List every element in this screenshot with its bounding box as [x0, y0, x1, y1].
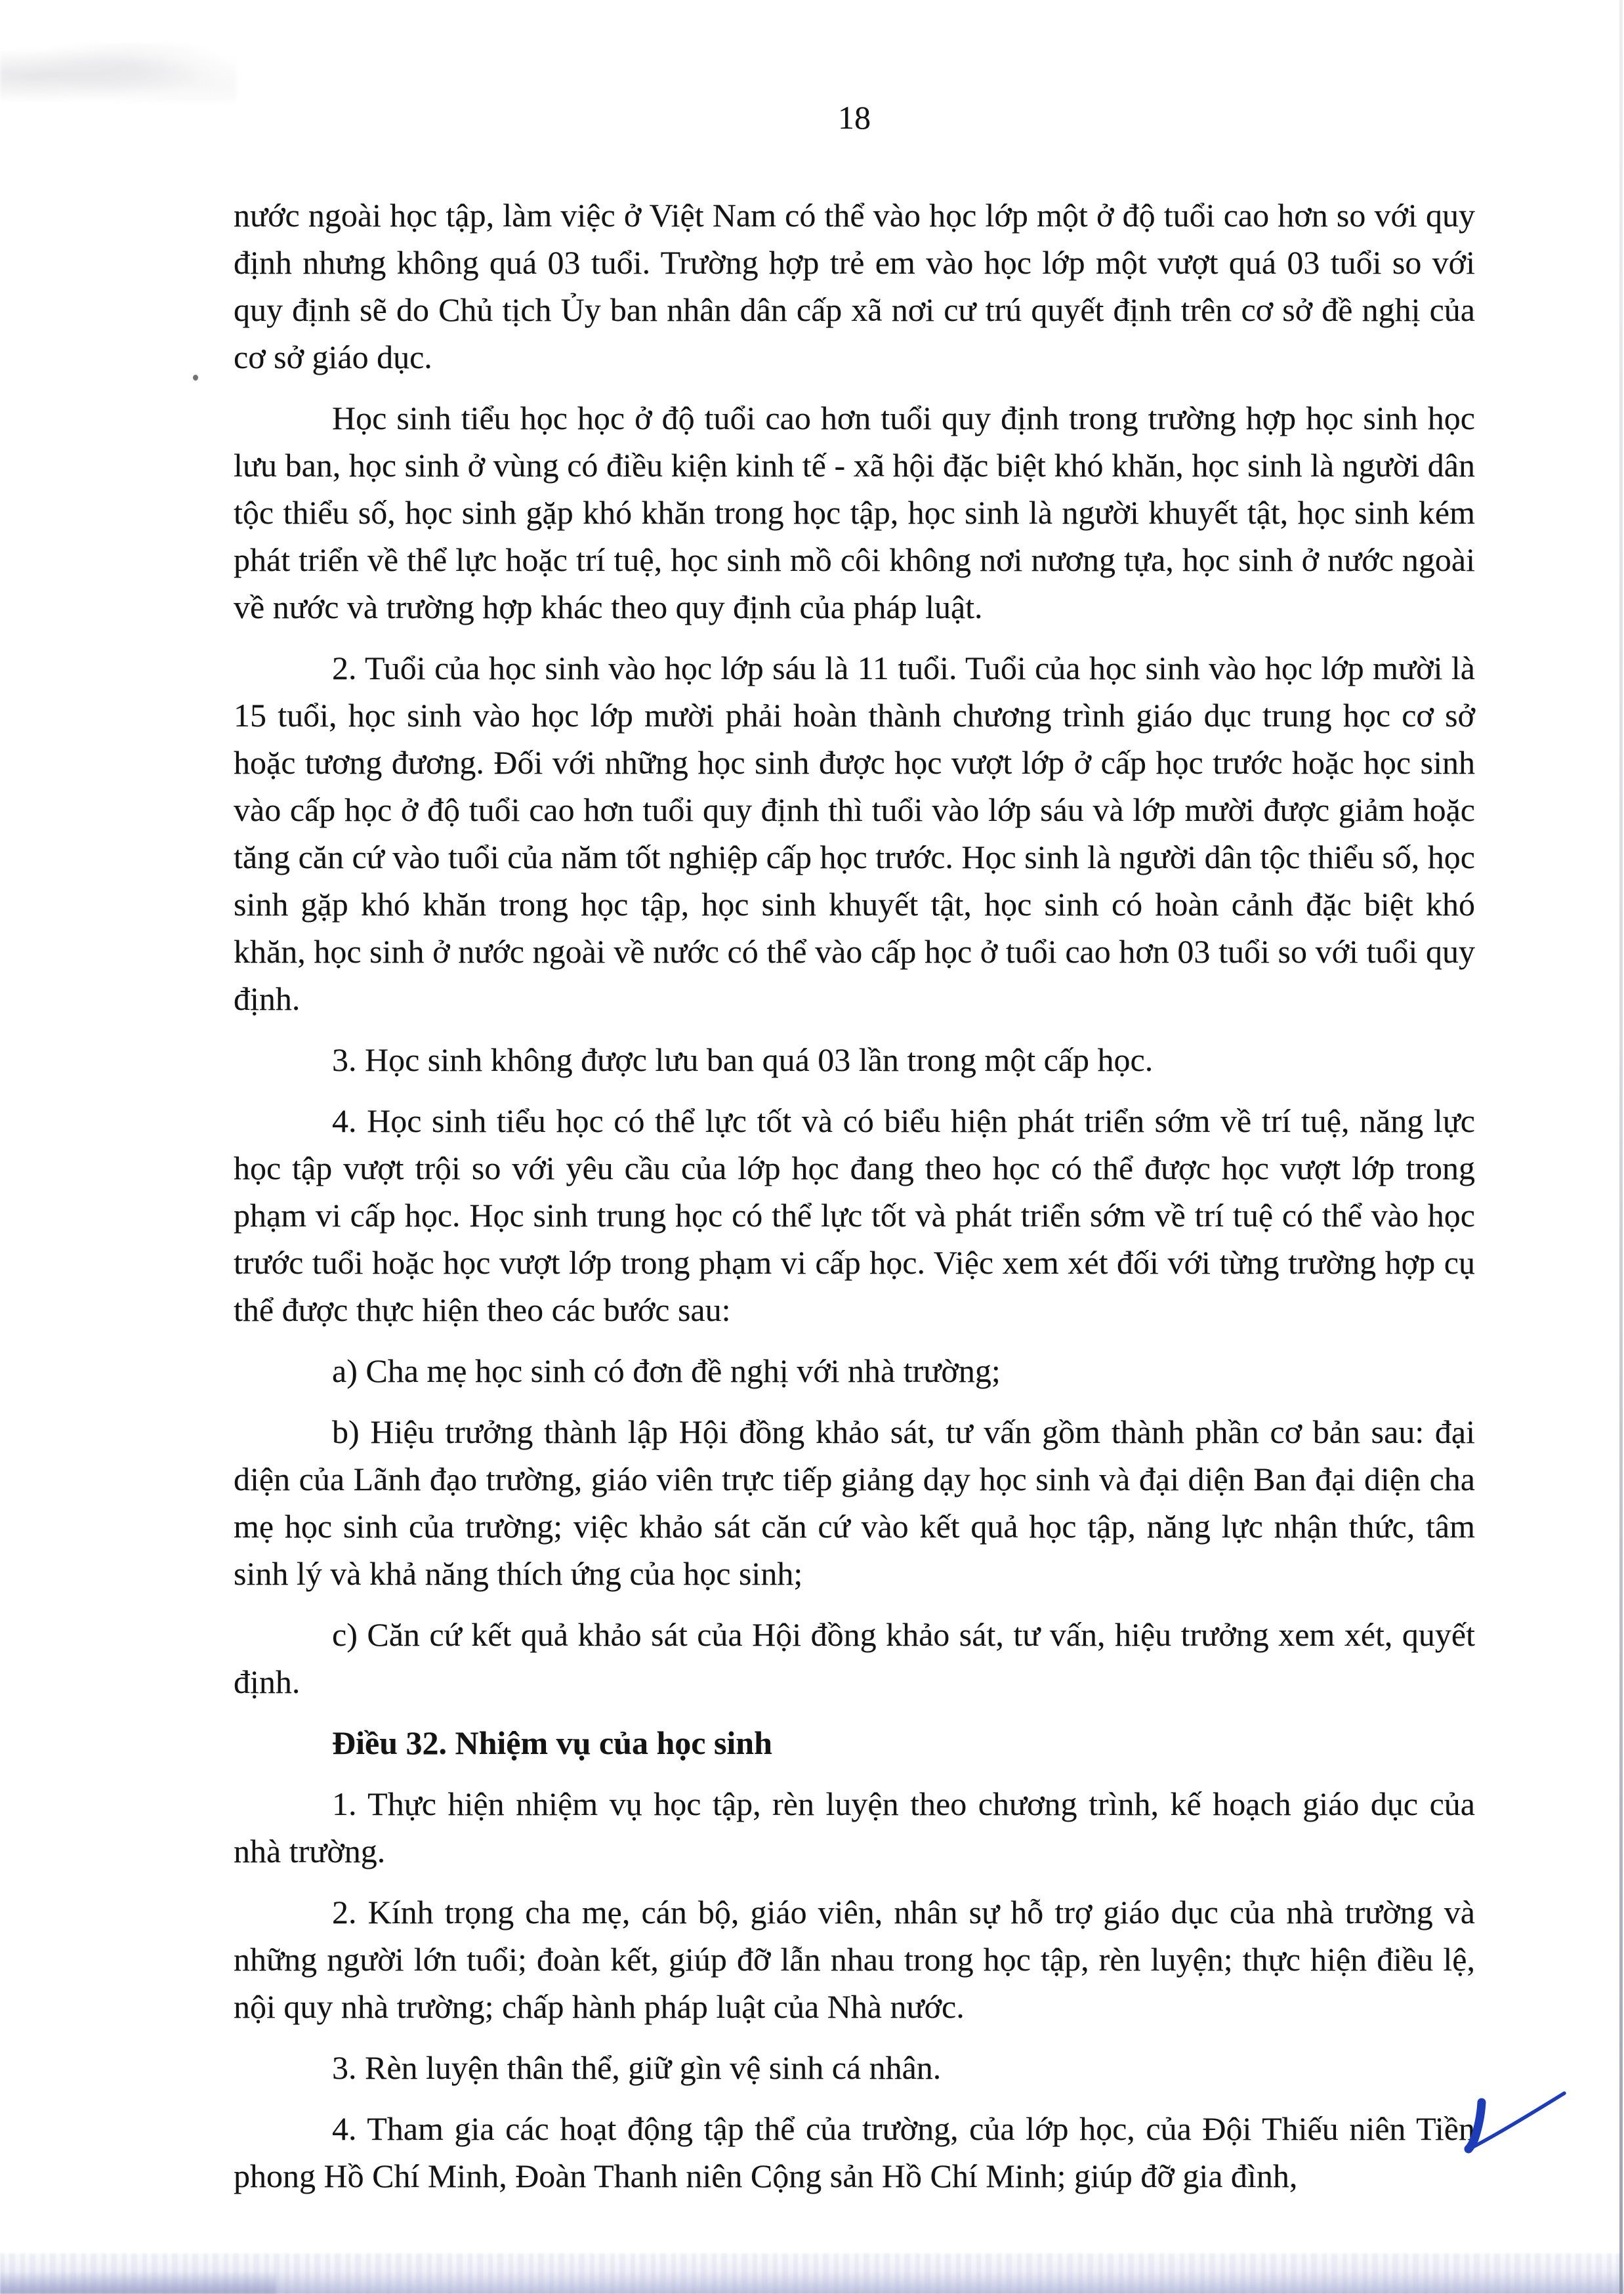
paragraph-a32-clause-3: 3. Rèn luyện thân thể, giữ gìn vệ sinh cá nhân. — [332, 2049, 942, 2086]
pen-checkmark — [1459, 2084, 1575, 2159]
paragraph-a32-clause-1: 1. Thực hiện nhiệm vụ học tập, rèn luyện theo chương trình, kế hoạch giáo dục của nhà trường. — [234, 1785, 1475, 1869]
paragraph-a32-clause-2: 2. Kính trọng cha mẹ, cán bộ, giáo viên, nhân sự hỗ trợ giáo dục của nhà trường và những người lớn tuổi; đoàn kết, giúp đỡ lẫn nhau trong học tập, rèn luyện; thực hiện điều lệ, nội quy nhà trường; chấp hành pháp luật của Nhà nước. — [234, 1894, 1475, 2025]
scan-smudge — [0, 43, 236, 102]
page-number: 18 — [838, 99, 871, 136]
paragraph-clause-4: 4. Học sinh tiểu học có thể lực tốt và có biểu hiện phát triển sớm về trí tuệ, năng lực học tập vượt trội so với yêu cầu của lớp học đang theo học có thể được học vượt lớp trong phạm vi cấp học. Học sinh trung học có thể lực tốt và phát triển sớm về trí tuệ có thể vào học trước tuổi hoặc học vượt lớp trong phạm vi cấp học. Việc xem xét đối với từng trường hợp cụ thể được thực hiện theo các bước sau: — [234, 1102, 1475, 1328]
paragraph-item-c: c) Căn cứ kết quả khảo sát của Hội đồng khảo sát, tư vấn, hiệu trưởng xem xét, quyết định. — [234, 1616, 1475, 1700]
text-column — [234, 192, 1475, 2213]
scan-bottom-fringe-shadow — [0, 2272, 276, 2294]
paragraph-overage-cases: Học sinh tiểu học học ở độ tuổi cao hơn tuổi quy định trong trường hợp học sinh học lưu ban, học sinh ở vùng có điều kiện kinh tế - xã hội đặc biệt khó khăn, học sinh là người dân tộc thiểu số, học sinh gặp khó khăn trong học tập, học sinh là người khuyết tật, học sinh kém phát triển về thể lực hoặc trí tuệ, học sinh mồ côi không nơi nương tựa, học sinh ở nước ngoài về nước và trường hợp khác theo quy định của pháp luật. — [234, 400, 1475, 625]
paragraph-clause-2: 2. Tuổi của học sinh vào học lớp sáu là 11 tuổi. Tuổi của học sinh vào học lớp mười là 15 tuổi, học sinh vào học lớp mười phải hoàn thành chương trình giáo dục trung học cơ sở hoặc tương đương. Đối với những học sinh được học vượt lớp ở cấp học trước hoặc học sinh vào cấp học ở độ tuổi cao hơn tuổi quy định thì tuổi vào lớp sáu và lớp mười được giảm hoặc tăng căn cứ vào tuổi của năm tốt nghiệp cấp học trước. Học sinh là người dân tộc thiểu số, học sinh gặp khó khăn trong học tập, học sinh khuyết tật, học sinh có hoàn cảnh đặc biệt khó khăn, học sinh ở nước ngoài về nước có thể vào cấp học ở tuổi cao hơn 03 tuổi so với tuổi quy định. — [234, 650, 1475, 1017]
ink-dot — [193, 375, 198, 381]
paragraph-continuation: nước ngoài học tập, làm việc ở Việt Nam có thể vào học lớp một ở độ tuổi cao hơn so với quy định nhưng không quá 03 tuổi. Trường hợp trẻ em vào học lớp một vượt quá 03 tuổi so với quy định sẽ do Chủ tịch Ủy ban nhân dân cấp xã nơi cư trú quyết định trên cơ sở đề nghị của cơ sở giáo dục. — [234, 197, 1475, 375]
paragraph-clause-3: 3. Học sinh không được lưu ban quá 03 lần trong một cấp học. — [332, 1041, 1154, 1078]
article-32-heading: Điều 32. Nhiệm vụ của học sinh — [332, 1724, 772, 1761]
paragraph-item-a: a) Cha mẹ học sinh có đơn đề nghị với nhà trường; — [332, 1352, 1001, 1389]
paragraph-item-b: b) Hiệu trưởng thành lập Hội đồng khảo sát, tư vấn gồm thành phần cơ bản sau: đại diện của Lãnh đạo trường, giáo viên trực tiếp giảng dạy học sinh và đại diện Ban đại diện cha mẹ học sinh của trường; việc khảo sát căn cứ vào kết quả học tập, năng lực nhận thức, tâm sinh lý và khả năng thích ứng của học sinh; — [234, 1413, 1475, 1592]
scan-edge-line — [1619, 0, 1623, 2294]
paragraph-a32-clause-4: 4. Tham gia các hoạt động tập thể của trường, của lớp học, của Đội Thiếu niên Tiền phong Hồ Chí Minh, Đoàn Thanh niên Cộng sản Hồ Chí Minh; giúp đỡ gia đình, — [234, 2110, 1475, 2194]
